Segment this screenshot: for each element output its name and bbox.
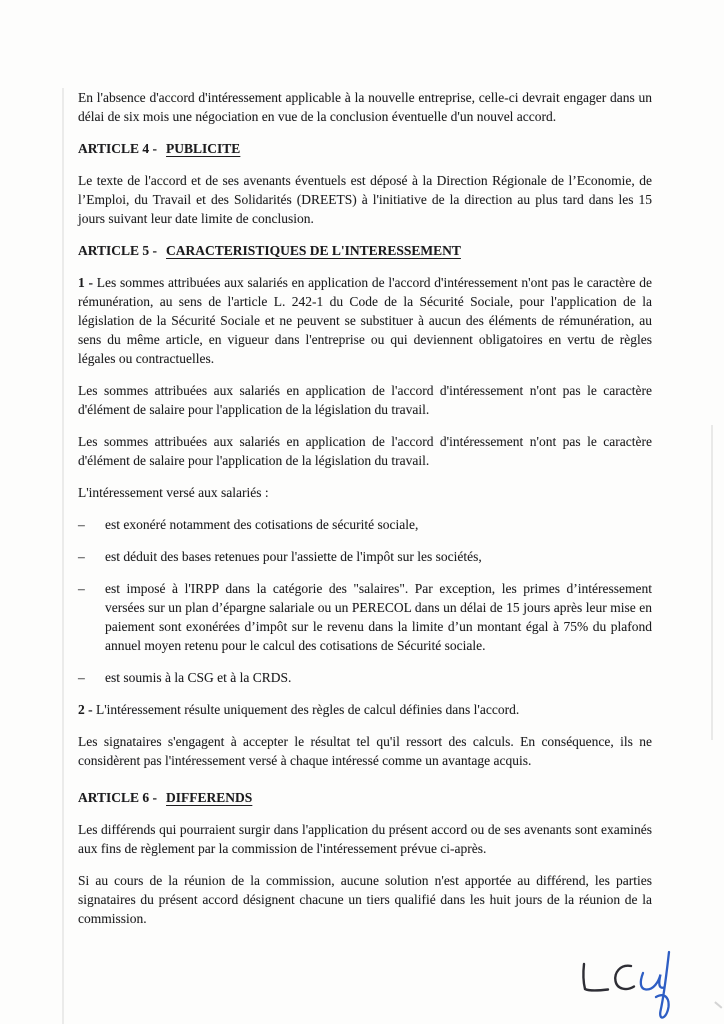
- scan-artifact-right-line: [711, 425, 713, 740]
- bullet-text: est exonéré notamment des cotisations de sécurité sociale,: [105, 517, 419, 532]
- article-5-paragraph-5: Les signataires s'engagent à accepter le résultat tel qu'il ressort des calculs. En conséquence, ils ne considèrent pas l'intéressement versé à chaque intéressé comme un avantage acquis.: [78, 734, 652, 768]
- article-5-paragraph-2: Les sommes attribuées aux salariés en application de l'accord d'intéressement n'ont pas le caractère d'élément de salaire pour l'application de la législation du travail.: [78, 383, 652, 417]
- item-1-number: 1 -: [78, 275, 93, 290]
- list-item: [78, 579, 652, 655]
- scan-artifact-speck: [715, 1001, 723, 1008]
- article-6-title: DIFFERENDS: [166, 790, 253, 805]
- list-item: [78, 547, 652, 566]
- article-5-title: CARACTERISTIQUES DE L'INTERESSEMENT: [166, 243, 461, 258]
- list-item: [78, 668, 652, 687]
- document-body: [78, 88, 652, 941]
- bullet-dash: –: [78, 517, 85, 532]
- article-6-label: ARTICLE 6 -: [78, 790, 158, 805]
- item-2-text: L'intéressement résulte uniquement des règles de calcul définies dans l'accord.: [96, 702, 520, 717]
- bullet-dash: –: [78, 549, 85, 564]
- item-2-number: 2 -: [78, 702, 93, 717]
- list-item: [78, 515, 652, 534]
- article-4-label: ARTICLE 4 -: [78, 141, 158, 156]
- article-6-paragraph-1: Les différends qui pourraient surgir dans l'application du présent accord ou de ses avenants sont examinés aux fins de règlement par la commission de l'intéressement prévue ci-après.: [78, 822, 652, 856]
- article-4-heading: [78, 139, 652, 158]
- signature-flourish-descender: [656, 952, 669, 1018]
- bullet-text: est imposé à l'IRPP dans la catégorie des "salaires". Par exception, les primes d’intéressement versées sur un plan d’épargne salariale ou un PERECOL dans un délai de 15 jours après leur mise en paiement sont exonérées d’impôt sur le revenu dans la limite d’un montant égal à 75% du plafond annuel moyen retenu pour le calcul des cotisations de Sécurité sociale.: [105, 581, 652, 653]
- initial-C-stroke: [615, 966, 634, 989]
- article-4-paragraph: Le texte de l'accord et de ses avenants éventuels est déposé à la Direction Régionale de l’Economie, de l’Emploi, du Travail et des Solidarités (DREETS) à l'initiative de la direction au plus tard dans les 15 jours suivant leur date limite de conclusion.: [78, 173, 652, 226]
- intro-paragraph: En l'absence d'accord d'intéressement applicable à la nouvelle entreprise, celle-ci devrait engager dans un délai de six mois une négociation en vue de la conclusion éventuelle d'un nouvel accord.: [78, 90, 652, 124]
- bullet-dash: –: [78, 581, 85, 596]
- handwritten-initials-signature: [570, 945, 690, 1024]
- article-5-label: ARTICLE 5 -: [78, 243, 158, 258]
- signature-strokes: [570, 945, 690, 1024]
- article-5-item-2: [78, 700, 652, 719]
- bullet-text: est soumis à la CSG et à la CRDS.: [105, 670, 292, 685]
- article-6-paragraph-2: Si au cours de la réunion de la commission, aucune solution n'est apportée au différend, les parties signataires du présent accord désignent chacune un tiers qualifié dans les huit jours de la réunion de la commission.: [78, 873, 652, 926]
- initial-L-stroke: [583, 964, 608, 991]
- article-5-heading: [78, 241, 652, 260]
- signature-flourish-curve: [641, 973, 664, 990]
- bullet-text: est déduit des bases retenues pour l'assiette de l'impôt sur les sociétés,: [105, 549, 482, 564]
- interessement-bullet-list: [78, 515, 652, 687]
- scan-artifact-left-line: [62, 88, 64, 1024]
- article-5-paragraph-4: L'intéressement versé aux salariés :: [78, 485, 269, 500]
- item-1-text: Les sommes attribuées aux salariés en application de l'accord d'intéressement n'ont pas le caractère de rémunération, au sens de l'article L. 242-1 du Code de la Sécurité Sociale, pour l'application de la législation de la Sécurité Sociale et ne peuvent se substituer à aucun des éléments de rémunération, au sens du même article, en vigueur dans l'entreprise ou qui deviennent obligatoires en vertu de règles légales ou contractuelles.: [78, 275, 653, 366]
- article-5-item-1: [78, 273, 652, 368]
- article-4-title: PUBLICITE: [166, 141, 241, 156]
- bullet-dash: –: [78, 670, 85, 685]
- article-6-heading: [78, 788, 652, 807]
- article-5-paragraph-3: Les sommes attribuées aux salariés en application de l'accord d'intéressement n'ont pas le caractère d'élément de salaire pour l'application de la législation du travail.: [78, 434, 652, 468]
